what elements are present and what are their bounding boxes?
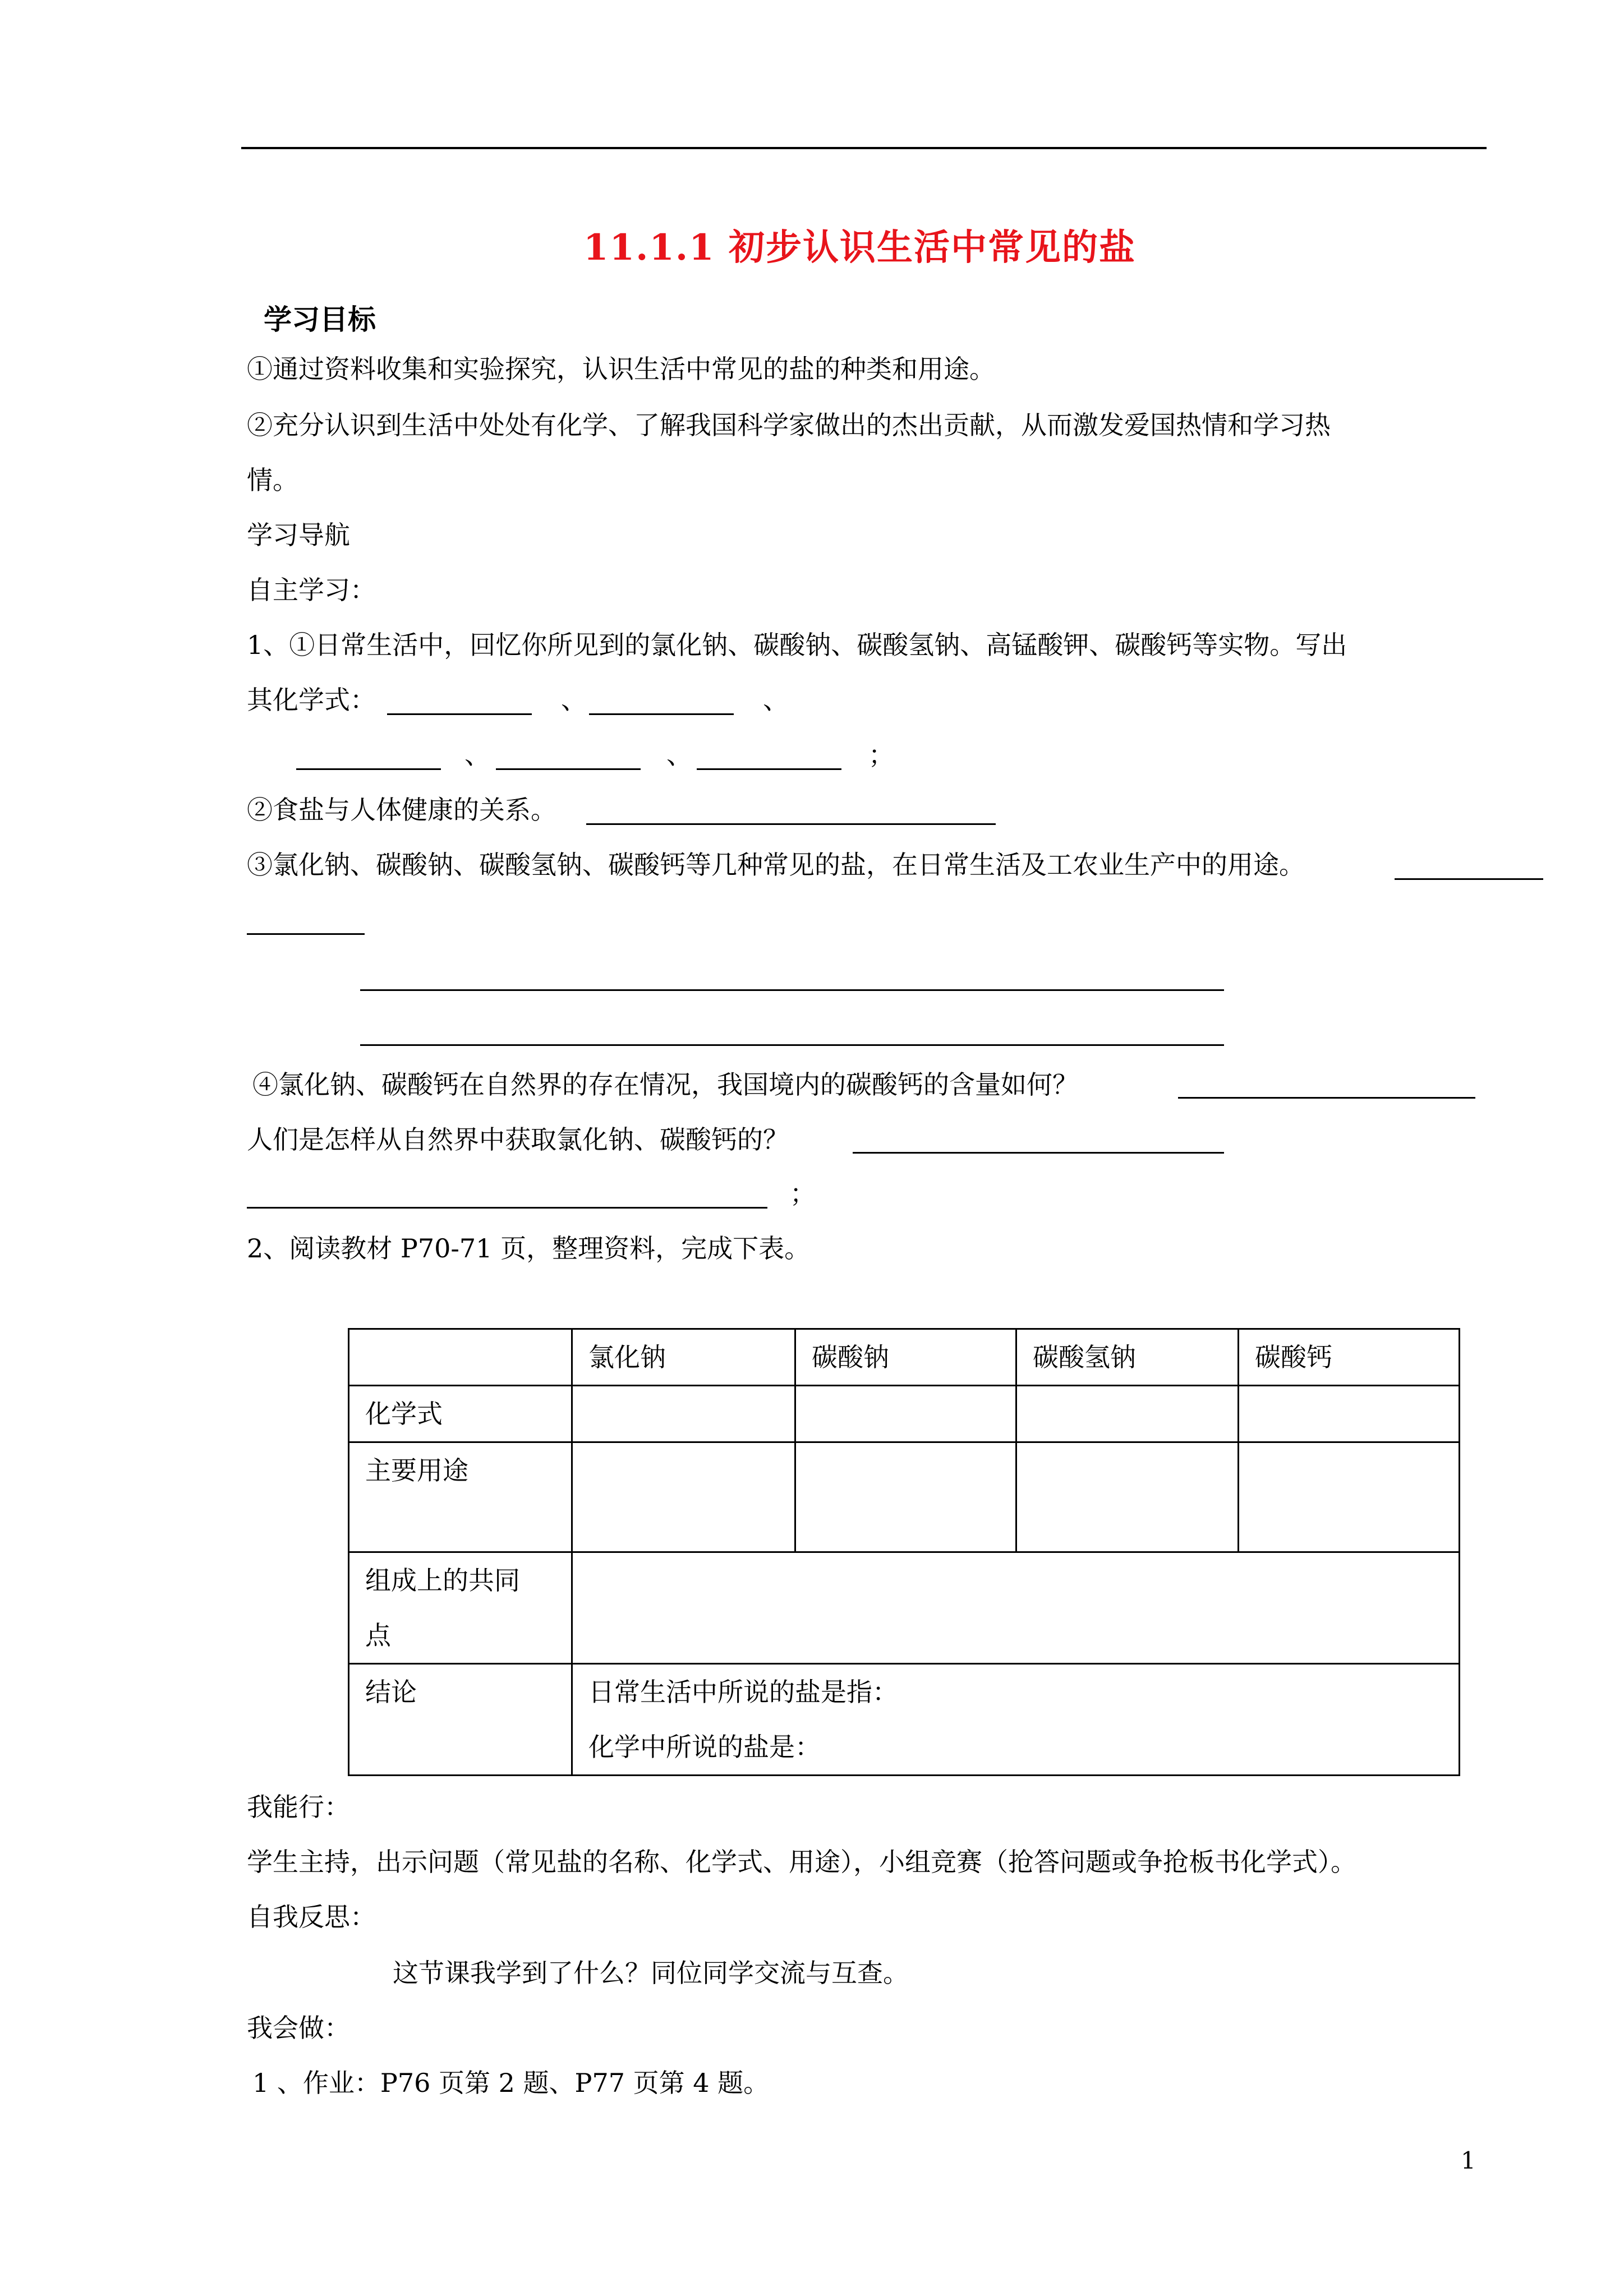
table-cell[interactable] [572, 1552, 1460, 1664]
table-cell[interactable] [795, 1442, 1016, 1552]
separator: 、 [464, 740, 490, 770]
separator: 、 [666, 740, 692, 770]
separator: 、 [561, 685, 587, 715]
formula-blank-5[interactable] [697, 768, 841, 770]
table-cell[interactable] [1016, 1386, 1239, 1442]
question-1-formula-label: 其化学式： [247, 685, 376, 715]
table-header-row [349, 1329, 1460, 1386]
table-cell[interactable] [795, 1386, 1016, 1442]
reflection-heading: 自我反思： [247, 1902, 376, 1932]
table-header-cell: 氯化钠 [572, 1329, 795, 1386]
table-cell[interactable] [572, 1442, 795, 1552]
uses-answer-blank-1[interactable] [1395, 878, 1543, 880]
nature-answer-blank[interactable] [1178, 1097, 1475, 1099]
reflection-text: 这节课我学到了什么？同位同学交流与互查。 [393, 1958, 909, 1988]
objective-1: ①通过资料收集和实验探究，认识生活中常见的盐的种类和用途。 [247, 354, 995, 384]
question-1-line1: 1、①日常生活中，回忆你所见到的氯化钠、碳酸钠、碳酸氢钠、高锰酸钾、碳酸钙等实物。写出 [247, 630, 1347, 660]
formula-blank-2[interactable] [589, 713, 734, 715]
conclusion-line-1: 日常生活中所说的盐是指： [588, 1677, 898, 1707]
page-number: 1 [1461, 2147, 1476, 2174]
uses-answer-blank-4[interactable] [360, 1044, 1224, 1046]
row-label-conclusion: 结论 [349, 1664, 572, 1776]
row-label-common-line1: 组成上的共同 [365, 1565, 520, 1596]
separator: 、 [763, 685, 789, 715]
row-label-formula: 化学式 [349, 1386, 572, 1442]
question-2: 2、阅读教材 P70-71 页，整理资料，完成下表。 [247, 1233, 811, 1264]
semicolon: ； [868, 740, 894, 770]
table-cell[interactable] [572, 1386, 795, 1442]
semicolon: ； [790, 1178, 816, 1209]
table-cell[interactable] [1239, 1442, 1460, 1552]
homework-text: 1 、作业：P76 页第 2 题、P77 页第 4 题。 [252, 2068, 770, 2098]
formula-blank-4[interactable] [496, 768, 641, 770]
objectives-heading: 学习目标 [264, 303, 376, 336]
row-label-uses: 主要用途 [349, 1442, 572, 1552]
page-title: 11.1.1 初步认识生活中常见的盐 [583, 227, 1136, 269]
uses-answer-blank-3[interactable] [360, 989, 1224, 991]
homework-heading: 我会做： [247, 2013, 350, 2043]
question-uses: ③氯化钠、碳酸钠、碳酸氢钠、碳酸钙等几种常见的盐，在日常生活及工农业生产中的用途。 [247, 850, 1305, 880]
table-header-cell: 碳酸钠 [795, 1329, 1016, 1386]
conclusion-cell[interactable] [572, 1664, 1460, 1776]
table-row [349, 1442, 1460, 1552]
table-row [349, 1552, 1460, 1664]
table-cell[interactable] [1016, 1442, 1239, 1552]
conclusion-line-2: 化学中所说的盐是： [588, 1732, 821, 1762]
table-row [349, 1664, 1460, 1776]
question-health: ②食盐与人体健康的关系。 [247, 795, 556, 825]
obtain-answer-blank-2[interactable] [247, 1207, 767, 1209]
table-row [349, 1386, 1460, 1442]
salt-table [348, 1328, 1460, 1776]
formula-blank-1[interactable] [387, 713, 532, 715]
can-do-text: 学生主持，出示问题（常见盐的名称、化学式、用途），小组竞赛（抢答问题或争抢板书化学式）。 [247, 1847, 1356, 1877]
header-rule [241, 147, 1487, 149]
objective-2-line2: 情。 [247, 465, 298, 495]
row-label-common-line2: 点 [365, 1620, 391, 1650]
self-study-label: 自主学习： [247, 575, 376, 605]
uses-answer-blank-2[interactable] [247, 933, 365, 935]
health-answer-blank[interactable] [586, 823, 996, 825]
guide-heading: 学习导航 [247, 520, 350, 550]
obtain-answer-blank-1[interactable] [853, 1152, 1224, 1154]
can-do-heading: 我能行： [247, 1792, 350, 1822]
table-cell[interactable] [1239, 1386, 1460, 1442]
row-label-common [349, 1552, 572, 1664]
table-header-cell: 碳酸氢钠 [1016, 1329, 1239, 1386]
objective-2-line1: ②充分认识到生活中处处有化学、了解我国科学家做出的杰出贡献，从而激发爱国热情和学习热 [247, 410, 1331, 440]
formula-blank-3[interactable] [296, 768, 441, 770]
table-header-cell: 碳酸钙 [1239, 1329, 1460, 1386]
table-header-cell [349, 1329, 572, 1386]
question-nature: ④氯化钠、碳酸钙在自然界的存在情况，我国境内的碳酸钙的含量如何？ [252, 1069, 1078, 1100]
question-obtain: 人们是怎样从自然界中获取氯化钠、碳酸钙的？ [247, 1124, 789, 1155]
